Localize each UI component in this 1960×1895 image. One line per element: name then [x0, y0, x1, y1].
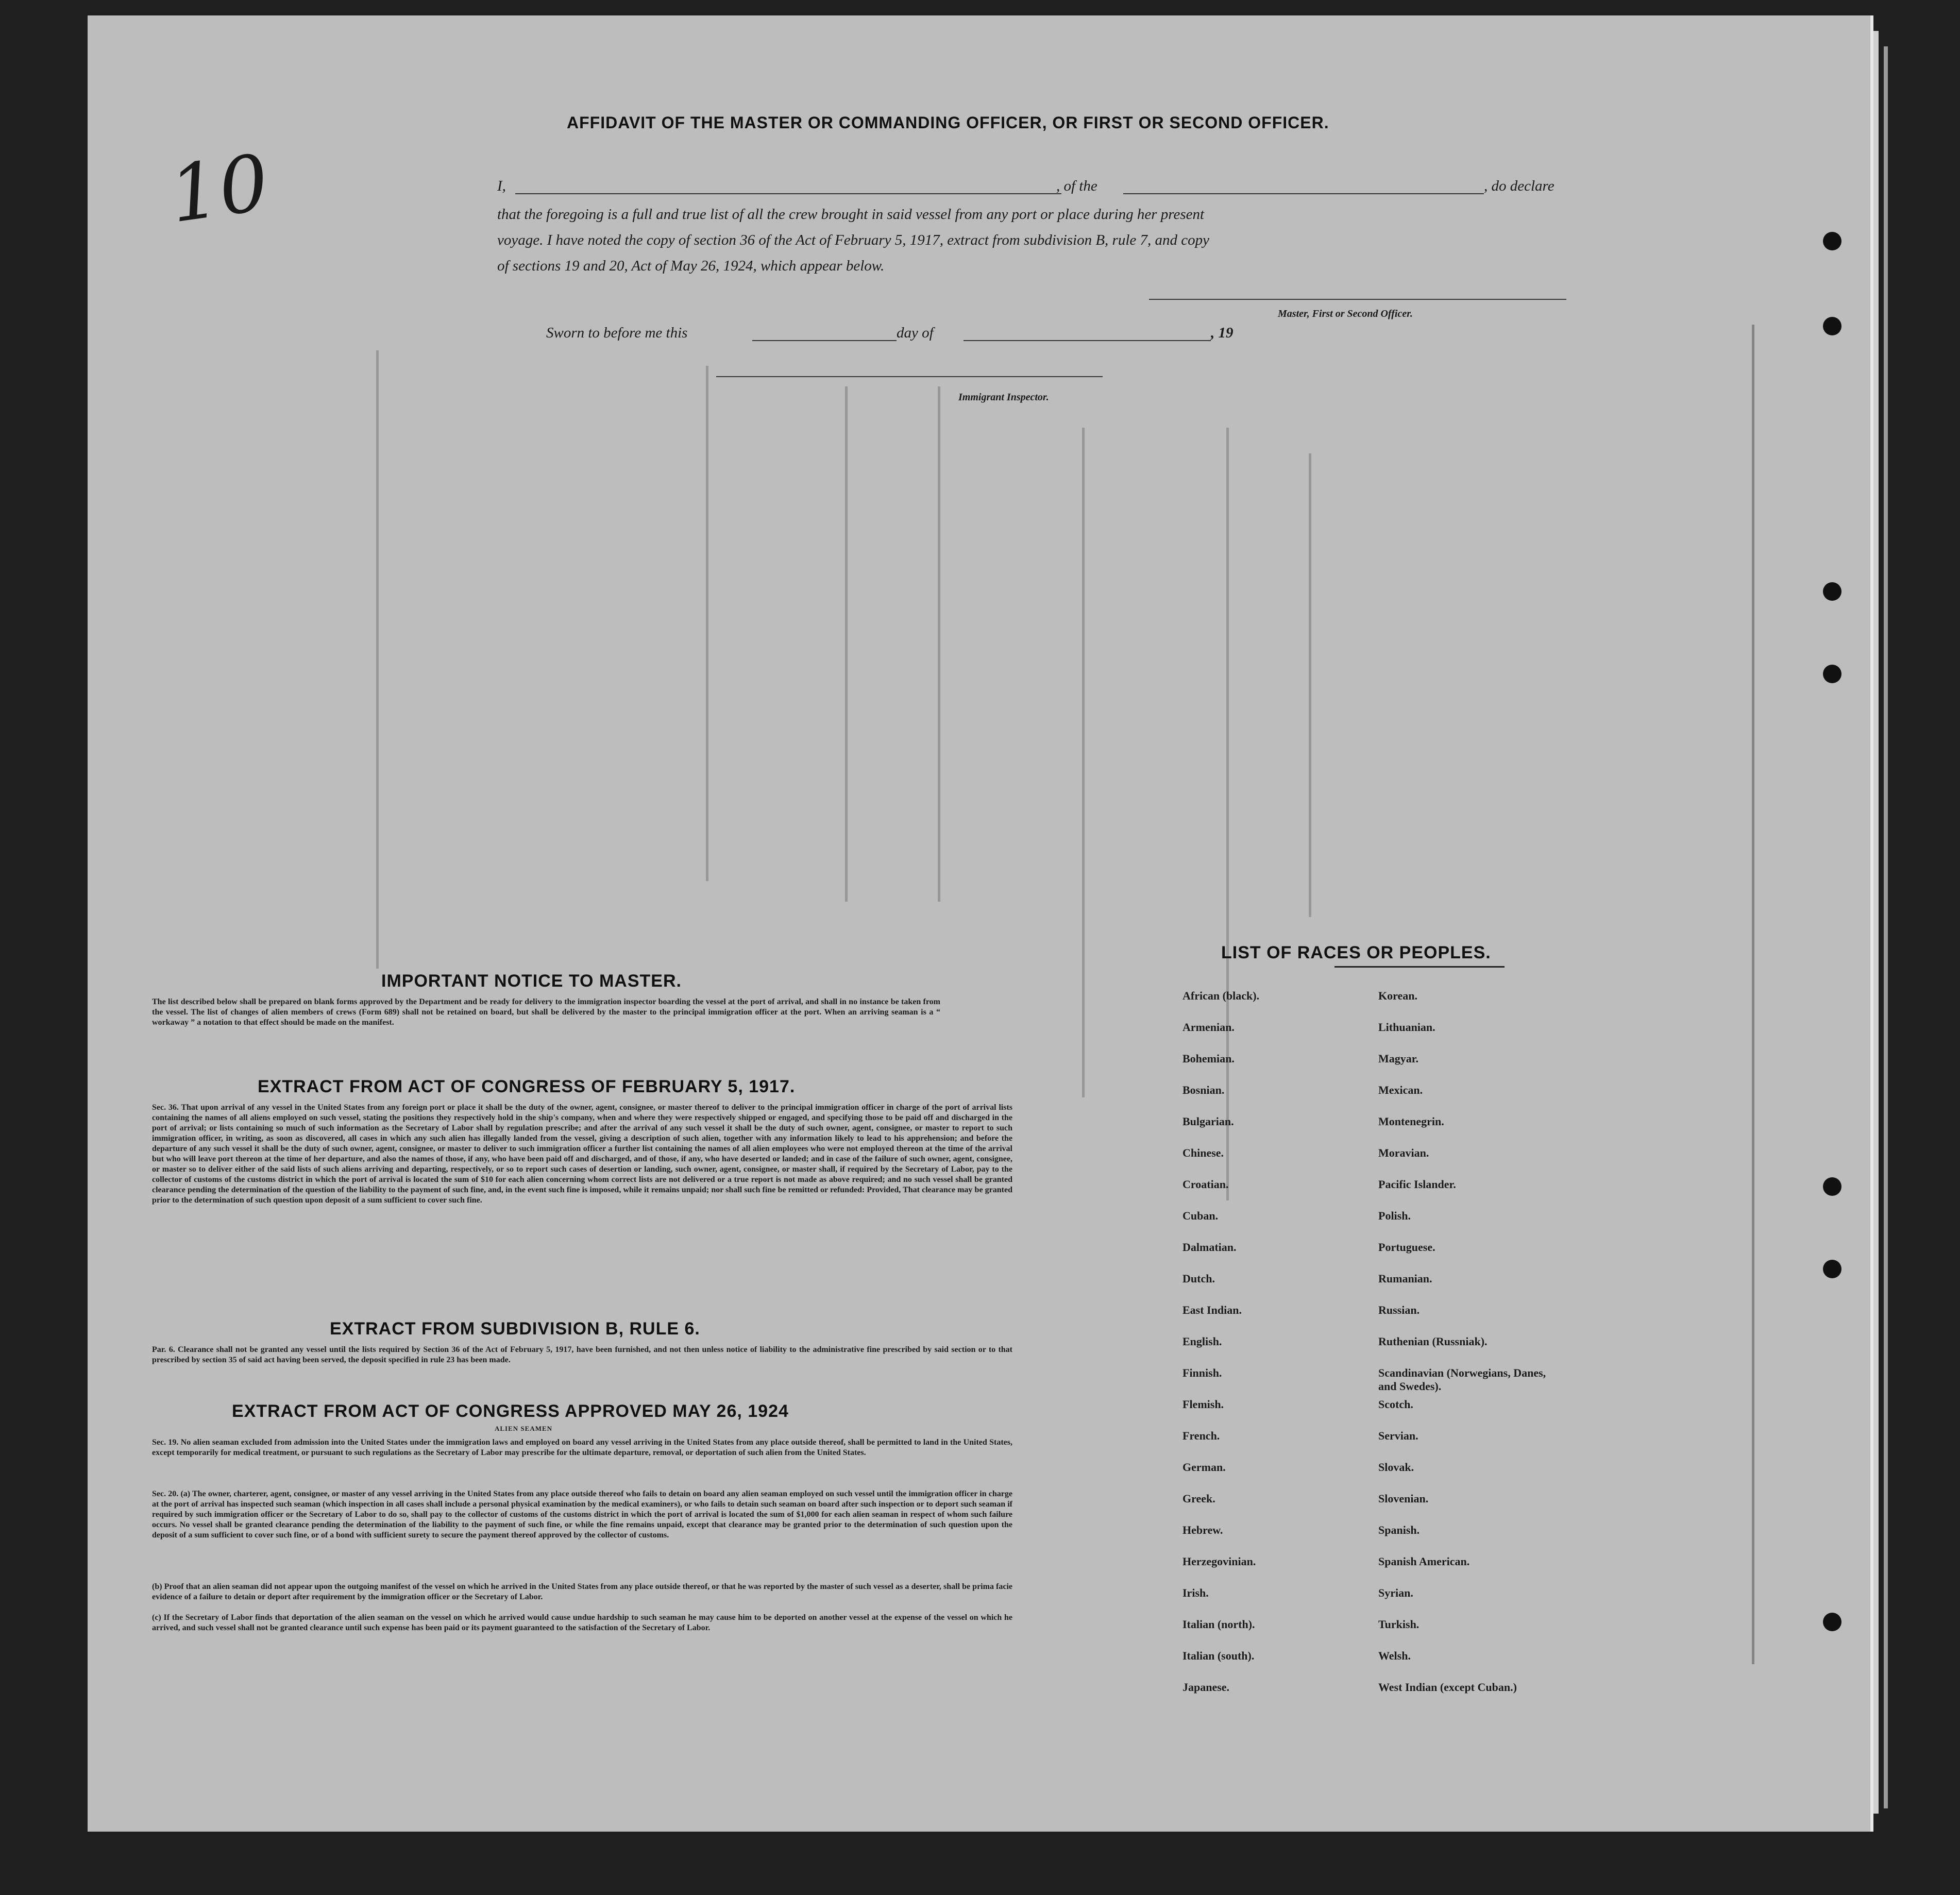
race-item: Spanish. — [1378, 1524, 1420, 1536]
race-item: African (black). — [1182, 989, 1260, 1002]
race-item: Bohemian. — [1182, 1052, 1235, 1065]
extract-1924-sec20b: (b) Proof that an alien seaman did not appear upon the outgoing manifest of the vessel on which he arrived in the United States from any place outside thereof, or that he was reported by the master of such vessel as a deserter, shall be prima facie evidence of a failure to detain or deport after requirement by the immigration officer or the Secretary of Labor. — [152, 1582, 1012, 1601]
year-label: , 19 — [1211, 325, 1234, 341]
extract-1924-sec19: Sec. 19. No alien seaman excluded from admission into the United States under the immigration laws and employed on board any vessel arriving in the United States from any place outside thereof, shall be permitted to land in the United States, except temporarily for medical treatment, or pursuant to such regulations as the Secretary of Labor may prescribe for the ultimate departure, removal, or deportation of such alien from the United States. — [152, 1438, 1012, 1457]
punch-hole-icon — [1823, 232, 1841, 250]
race-item: Spanish American. — [1378, 1555, 1470, 1568]
race-item: Turkish. — [1378, 1618, 1420, 1631]
race-item: Russian. — [1378, 1304, 1420, 1316]
race-item: West Indian (except Cuban.) — [1378, 1681, 1517, 1694]
notice-title: IMPORTANT NOTICE TO MASTER. — [381, 971, 682, 991]
extract-1917-title: EXTRACT FROM ACT OF CONGRESS OF FEBRUARY 5, 1917. — [258, 1077, 796, 1096]
race-item: Slovenian. — [1378, 1492, 1429, 1505]
race-item: Armenian. — [1182, 1021, 1235, 1034]
race-item: Welsh. — [1378, 1649, 1411, 1662]
race-item: English. — [1182, 1335, 1222, 1348]
race-item: Cuban. — [1182, 1209, 1219, 1222]
race-item: Finnish. — [1182, 1366, 1222, 1379]
race-item: Ruthenian (Russniak). — [1378, 1335, 1488, 1348]
inspector-signature-label: Immigrant Inspector. — [958, 392, 1049, 403]
extract-1917-body: Sec. 36. That upon arrival of any vessel in the United States from any foreign port or place it shall be the duty of the owner, agent, consignee, or master thereof to deliver to the principal immigration officer in charge of the port of arrival lists containing the names of all aliens employed on such vessel, stating the positions they respectively hold in the ship's company, when and where they were respectively shipped or engaged, and specifying those to be paid off and discharged in the port of arrival; or lists containing so much of such information as the Secretary of Labor shall by regulation prescribe; and after the arrival of any such vessel it shall be the duty of such owner, agent, consignee, or master to report to such immigration officer, in writing, as soon as discovered, all cases in which any such alien has illegally landed from the vessel, giving a description of such alien, together with any information likely to lead to his apprehension; and before the departure of any such vessel it shall be the duty of such owner, agent, consignee, or master to deliver to such immigration officer a further list containing the names of all alien employees who were not employed thereon at the time of the arrival but who will leave port thereon at the time of her departure, and also the names of those, if any, who have been paid off and discharged, and of those, if any, who have deserted or landed; and in case of the failure of such owner, agent, consignee, or master so to deliver either of the said lists of such aliens arriving and departing, respectively, or so to report such cases of desertion or landing, such owner, agent, consignee, or master shall, if required by the Secretary of Labor, pay to the collector of customs of the customs district in which the port of arrival is located the sum of $10 for each alien concerning whom correct lists are not delivered or a true report is not made as above required; and no such vessel shall be granted clearance pending the determination of the question of the liability to the payment of such fine, and, in the event such fine is imposed, while it remains unpaid; nor shall such fine be remitted or refunded: Provided, That clearance may be granted prior to the determination of such question upon deposit of a sum sufficient to cover such fine. — [152, 1103, 1012, 1205]
extract-1924-sec20a: Sec. 20. (a) The owner, charterer, agent, consignee, or master of any vessel arriving in the United States from any place outside thereof who fails to detain on board any alien seaman employed on such vessel until the immigration officer in charge at the port of arrival has inspected such seaman (which inspection in all cases shall include a personal physical examination by the medical examiners), or who fails to detain such seaman on board after such inspection or to deport such seaman if required by such immigration officer or the Secretary of Labor to do so, shall pay to the collector of customs of the customs district in which the port of arrival is located the sum of $1,000 for each alien seaman in respect of whom such failure occurs. No vessel shall be granted clearance pending the determination of the liability to the payment of such fine, or while the fine remains unpaid, except that clearance may be granted prior to the determination of such question upon the deposit of a sum sufficient to cover such fine, or of a bond with sufficient surety to secure the payment thereof approved by the collector of customs. — [152, 1490, 1012, 1539]
race-item: Dalmatian. — [1182, 1241, 1237, 1254]
notice-body: The list described below shall be prepared on blank forms approved by the Department and be ready for delivery to the immigration inspector boarding the vessel at the port of arrival, and shall in no instance be taken from the vessel. The list of changes of alien members of crews (Form 689) shall not be retained on board, but shall be delivered by the master to the principal immigration officer at the port. When an arriving seaman is a “ workaway ” a notation to that effect should be made on the manifest. — [152, 997, 940, 1027]
race-item: Moravian. — [1378, 1146, 1429, 1159]
race-item: Bosnian. — [1182, 1084, 1225, 1096]
extract-1924-title: EXTRACT FROM ACT OF CONGRESS APPROVED MAY 26, 1924 — [232, 1401, 789, 1421]
punch-hole-icon — [1823, 1613, 1841, 1631]
race-item: Mexican. — [1378, 1084, 1423, 1096]
race-item: Scotch. — [1378, 1398, 1413, 1411]
page-edge — [1884, 46, 1888, 1808]
race-item: Montenegrin. — [1378, 1115, 1444, 1128]
race-item: Slovak. — [1378, 1461, 1414, 1474]
master-signature-label: Master, First or Second Officer. — [1278, 308, 1413, 319]
affidavit-line-i: I, — [497, 178, 506, 194]
race-item: Pacific Islander. — [1378, 1178, 1456, 1191]
affidavit-line-3: voyage. I have noted the copy of section 36 of the Act of February 5, 1917, extract from subdivision B, rule 7, and copy — [497, 232, 1210, 248]
race-item: Syrian. — [1378, 1586, 1413, 1599]
race-item: Portuguese. — [1378, 1241, 1435, 1254]
races-title: LIST OF RACES OR PEOPLES. — [1221, 943, 1491, 962]
sworn-line: Sworn to before me this — [546, 325, 688, 341]
punch-hole-icon — [1823, 665, 1841, 683]
affidavit-line-2: that the foregoing is a full and true list of all the crew brought in said vessel from any port or place during her present — [497, 206, 1205, 223]
affidavit-line-declare: , do declare — [1484, 178, 1555, 194]
race-item: Italian (north). — [1182, 1618, 1255, 1631]
race-item: Bulgarian. — [1182, 1115, 1234, 1128]
race-item: Scandinavian (Norwegians, Danes, and Swedes). — [1378, 1366, 1546, 1393]
affidavit-line-4: of sections 19 and 20, Act of May 26, 1924, which appear below. — [497, 258, 885, 274]
race-item: Japanese. — [1182, 1681, 1230, 1694]
race-item: Croatian. — [1182, 1178, 1229, 1191]
bleed-through-area — [1582, 108, 1839, 1602]
race-item: Greek. — [1182, 1492, 1215, 1505]
race-item: Servian. — [1378, 1429, 1418, 1442]
race-item: Korean. — [1378, 989, 1417, 1002]
race-item: East Indian. — [1182, 1304, 1242, 1316]
race-item: Herzegovinian. — [1182, 1555, 1256, 1568]
subdivision-title: EXTRACT FROM SUBDIVISION B, RULE 6. — [330, 1319, 700, 1339]
day-of-label: day of — [897, 325, 934, 341]
handwritten-page-number: 10 — [164, 138, 275, 241]
extract-1924-sec20c: (c) If the Secretary of Labor finds that deportation of the alien seaman on the vessel on which he arrived would cause undue hardship to such seaman he may cause him to be deported on another vessel at the expense of the vessel on which he arrived, and such vessel shall not be granted clearance until such expense has been paid or its payment guaranteed to the satisfaction of the Secretary of Labor. — [152, 1613, 1012, 1632]
race-item: Lithuanian. — [1378, 1021, 1435, 1034]
affidavit-line-of: , of the — [1056, 178, 1097, 194]
punch-hole-icon — [1823, 1177, 1841, 1196]
race-item: French. — [1182, 1429, 1220, 1442]
page-edge — [1873, 31, 1879, 1814]
race-item: Flemish. — [1182, 1398, 1224, 1411]
race-item: Chinese. — [1182, 1146, 1224, 1159]
race-item: German. — [1182, 1461, 1226, 1474]
race-item: Italian (south). — [1182, 1649, 1255, 1662]
extract-1924-subtitle: ALIEN SEAMEN — [495, 1425, 553, 1432]
document-sheet — [88, 15, 1873, 1832]
punch-hole-icon — [1823, 317, 1841, 335]
race-item: Dutch. — [1182, 1272, 1215, 1285]
race-item: Rumanian. — [1378, 1272, 1432, 1285]
race-item: Magyar. — [1378, 1052, 1419, 1065]
race-item: Irish. — [1182, 1586, 1209, 1599]
punch-hole-icon — [1823, 1260, 1841, 1278]
punch-hole-icon — [1823, 582, 1841, 601]
subdivision-body: Par. 6. Clearance shall not be granted any vessel until the lists required by Section 36 of the Act of February 5, 1917, have been furnished, and not then unless notice of liability to the administrative fine prescribed by said section or to that prescribed by section 35 of said act having been served, the deposit specified in rule 23 has been made. — [152, 1345, 1012, 1364]
affidavit-title: AFFIDAVIT OF THE MASTER OR COMMANDING OFFICER, OR FIRST OR SECOND OFFICER. — [567, 113, 1329, 132]
race-item: Hebrew. — [1182, 1524, 1223, 1536]
race-item: Polish. — [1378, 1209, 1411, 1222]
